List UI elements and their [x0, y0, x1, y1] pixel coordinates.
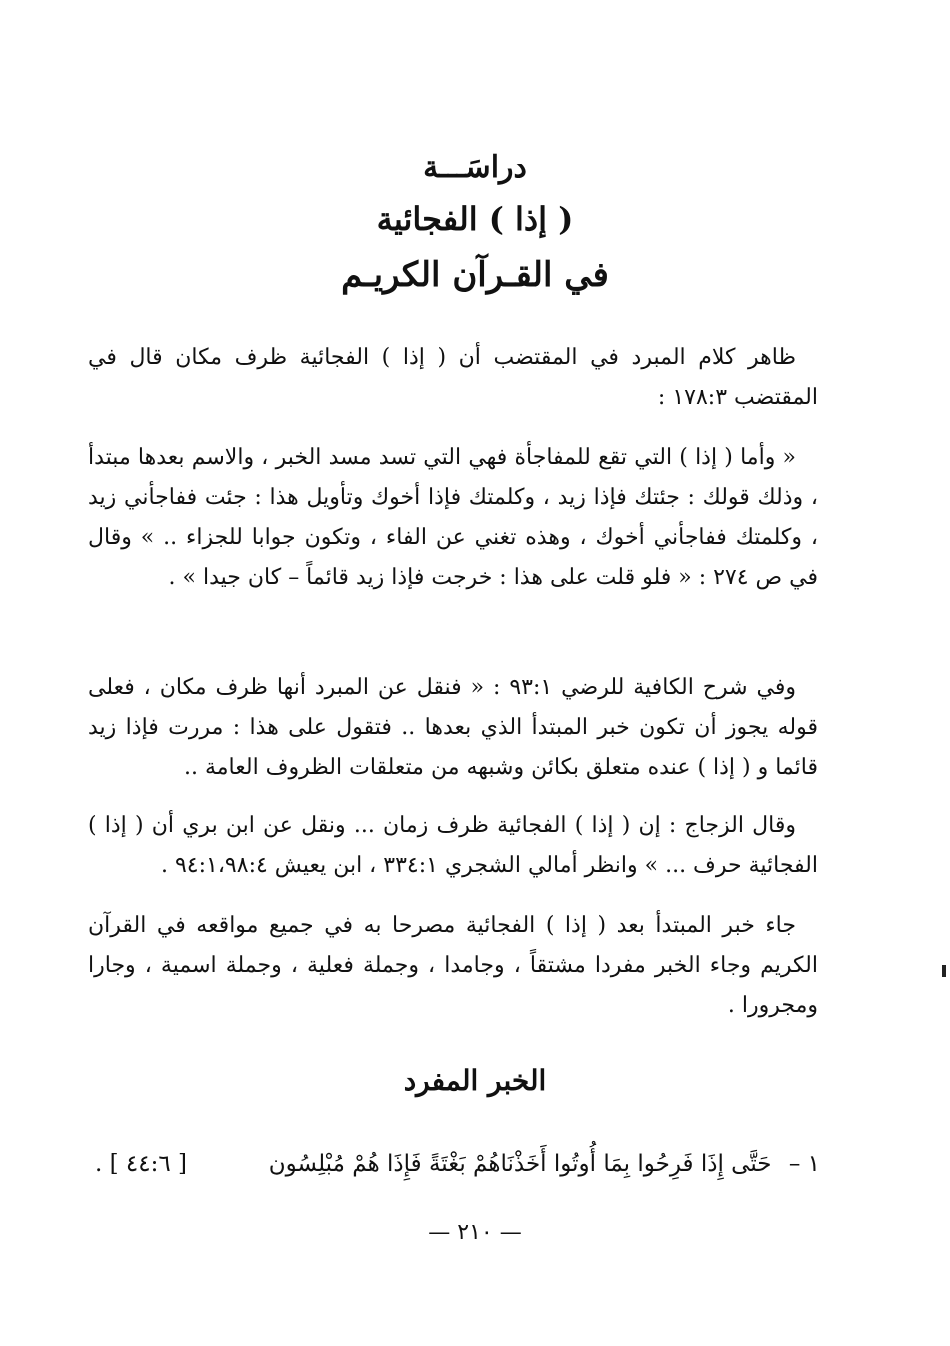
section-heading: الخبر المفرد — [403, 1064, 547, 1097]
paragraph-5: جاء خبر المبتدأ بعد ( إذا ) الفجائية مصرحا به في جميع مواقعه في القرآن الكريم وجاء الخبر مفردا مشتقاً ، وجامدا ، وجملة فعلية ، وجملة اسمية ، وجارا ومجرورا . — [88, 913, 818, 1018]
verse-number: ١ – — [788, 1151, 820, 1177]
title-line-2: ( إذا ) الفجائية — [376, 200, 574, 238]
title-line-3: في القـرآن الكريـم — [341, 255, 609, 295]
verse-reference: [ ٤٤:٦ ] . — [95, 1151, 188, 1177]
verse-line — [95, 1144, 820, 1184]
paragraph-4: وقال الزجاج : إن ( إذا ) الفجائية ظرف زمان ... ونقل عن ابن بري أن ( إذا ) الفجائية حرف ... » وانظر أمالي الشجري ٣٣٤:١ ، ابن يعيش ٩٤:١،٩٨:٤ . — [88, 813, 818, 878]
scan-edge-mark — [942, 965, 946, 977]
page-number: — ٢١٠ — — [428, 1220, 522, 1245]
verse-text: حَتَّى إِذَا فَرِحُوا بِمَا أُوتُوا أَخَذْنَاهُمْ بَغْتَةً فَإِذَا هُمْ مُبْلِسُون — [268, 1151, 772, 1177]
title-line-1: دراسَـــة — [423, 150, 527, 185]
paragraph-3: وفي شرح الكافية للرضي ٩٣:١ : « فنقل عن المبرد أنها ظرف مكان ، فعلى قوله يجوز أن تكون خبر المبتدأ الذي بعدها .. فتقول على هذا : مررت فإذا زيد قائما و ( إذا ) عنده متعلق بكائن وشبهه من متعلقات الظروف العامة .. — [88, 675, 818, 780]
paragraph-2: « وأما ( إذا ) التي تقع للمفاجأة فهي التي تسد مسد الخبر ، والاسم بعدها مبتدأ ، وذلك قولك : جئتك فإذا زيد ، وكلمتك فإذا أخوك وتأويل هذا : جئت ففاجأني زيد ، وكلمتك ففاجأني أخوك ، وهذه تغني عن الفاء ، وتكون جوابا للجزاء .. » وقال في ص ٢٧٤ : « فلو قلت على هذا : خرجت فإذا زيد قائماً – كان جيدا » . — [88, 445, 818, 590]
paragraph-1: ظاهر كلام المبرد في المقتضب أن ( إذا ) الفجائية ظرف مكان قال في المقتضب ١٧٨:٣ : — [88, 345, 818, 410]
